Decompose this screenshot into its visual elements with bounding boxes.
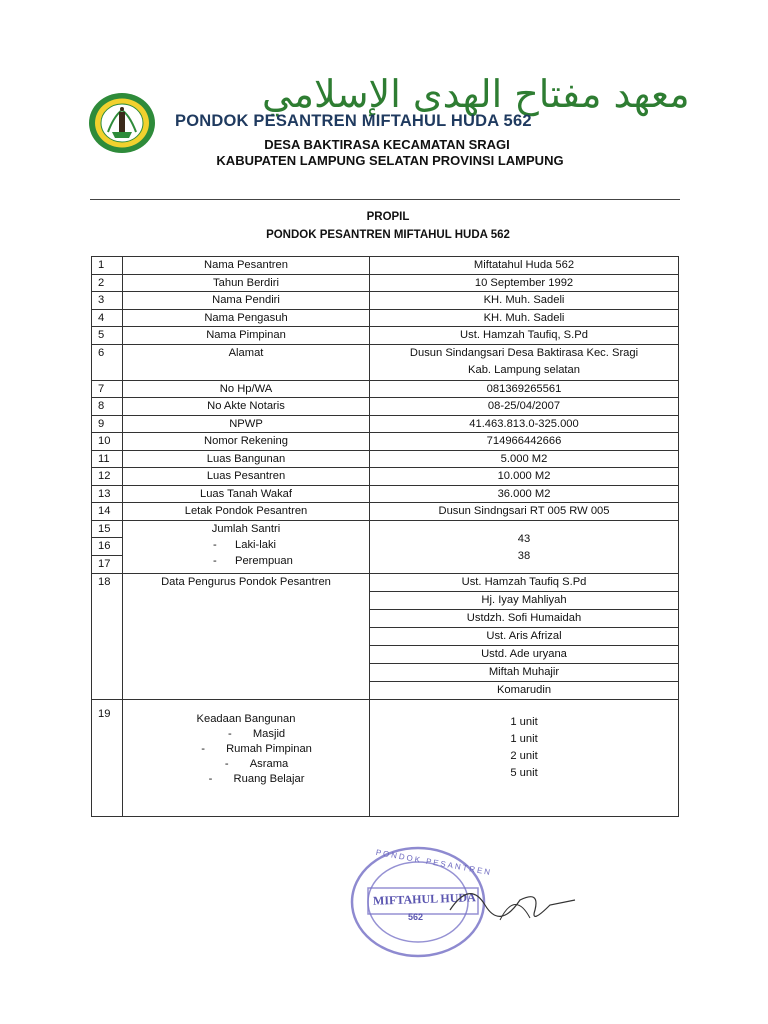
table-row	[92, 380, 679, 398]
bangunan-value: 1 unit	[510, 733, 538, 745]
pengurus-name: Ustd. Ade uryana	[370, 646, 679, 664]
row-number: 18	[92, 574, 123, 700]
header-line2: DESA BAKTIRASA KECAMATAN SRAGI	[264, 137, 510, 152]
bangunan-item: - Masjid	[227, 728, 286, 740]
row-number: 11	[92, 450, 123, 468]
row-value: KH. Muh. Sadeli	[370, 309, 679, 327]
table-row-pengurus	[92, 574, 679, 592]
row-label: No Akte Notaris	[123, 398, 370, 416]
row-label: Data Pengurus Pondok Pesantren	[123, 574, 370, 700]
row-number: 8	[92, 398, 123, 416]
row-number: 1	[92, 257, 123, 275]
row-value	[370, 344, 679, 380]
table-row	[92, 398, 679, 416]
santri-male: - Laki-laki	[213, 538, 277, 551]
row-label: Luas Tanah Wakaf	[123, 485, 370, 503]
row-number: 6	[92, 344, 123, 380]
row-value: 10 September 1992	[370, 274, 679, 292]
santri-label-cell	[123, 520, 370, 574]
table-row-bangunan	[92, 700, 679, 817]
row-number: 10	[92, 433, 123, 451]
stamp-name: MIFTAHUL HUDA	[372, 890, 476, 908]
doc-subtitle: PONDOK PESANTREN MIFTAHUL HUDA 562	[266, 229, 510, 241]
santri-female: - Perempuan	[213, 554, 293, 567]
row-number: 17	[92, 556, 123, 574]
row-label: Nama Pimpinan	[123, 327, 370, 345]
table-row-santri	[92, 520, 679, 538]
pengurus-name: Miftah Muhajir	[370, 664, 679, 682]
bangunan-value: 5 unit	[510, 767, 538, 779]
arabic-title: معهد مفتاح الهدى الإسلامي	[262, 72, 690, 116]
pengurus-name: Ust. Hamzah Taufiq S.Pd	[370, 574, 679, 592]
bangunan-value: 1 unit	[510, 716, 538, 728]
row-number: 3	[92, 292, 123, 310]
bangunan-item: - Asrama	[224, 758, 289, 770]
header-line3: KABUPATEN LAMPUNG SELATAN PROVINSI LAMPUNG	[216, 153, 564, 168]
bangunan-values	[370, 700, 679, 817]
santri-label: Jumlah Santri	[211, 522, 281, 535]
santri-female-count: 38	[517, 549, 531, 562]
doc-title: PROPIL	[366, 211, 410, 223]
header-divider	[90, 199, 680, 200]
row-value: 714966442666	[370, 433, 679, 451]
row-label: Nama Pendiri	[123, 292, 370, 310]
header-title: PONDOK PESANTREN MIFTAHUL HUDA 562	[175, 112, 532, 130]
row-number: 2	[92, 274, 123, 292]
row-label: Alamat	[123, 344, 370, 380]
table-row	[92, 292, 679, 310]
row-label: Nama Pengasuh	[123, 309, 370, 327]
bangunan-label: Keadaan Bangunan	[196, 713, 296, 725]
row-number: 12	[92, 468, 123, 486]
row-number: 15	[92, 520, 123, 538]
stamp-ring-text: PONDOK PESANTREN	[375, 847, 493, 878]
row-number: 14	[92, 503, 123, 521]
row-value: 08-25/04/2007	[370, 398, 679, 416]
row-number: 19	[92, 700, 123, 817]
stamp-number: 562	[408, 912, 424, 922]
pengurus-name: Komarudin	[370, 682, 679, 700]
pengurus-name: Ust. Aris Afrizal	[370, 628, 679, 646]
table-row	[92, 344, 679, 380]
santri-male-count: 43	[517, 532, 531, 545]
santri-values	[370, 520, 679, 574]
row-value: 41.463.813.0-325.000	[370, 415, 679, 433]
bangunan-value: 2 unit	[510, 750, 538, 762]
row-label: Letak Pondok Pesantren	[123, 503, 370, 521]
row-number: 16	[92, 538, 123, 556]
table-row	[92, 450, 679, 468]
table-row	[92, 274, 679, 292]
row-label: Luas Pesantren	[123, 468, 370, 486]
row-label: NPWP	[123, 415, 370, 433]
row-value: Dusun Sindngsari RT 005 RW 005	[370, 503, 679, 521]
row-number: 5	[92, 327, 123, 345]
table-row	[92, 415, 679, 433]
row-number: 13	[92, 485, 123, 503]
address-line2: Kab. Lampung selatan	[468, 364, 580, 376]
row-value: 5.000 M2	[370, 450, 679, 468]
table-row	[92, 468, 679, 486]
row-value: 081369265561	[370, 380, 679, 398]
table-row	[92, 485, 679, 503]
row-label: Nama Pesantren	[123, 257, 370, 275]
table-row	[92, 327, 679, 345]
table-row	[92, 309, 679, 327]
row-label: Tahun Berdiri	[123, 274, 370, 292]
address-line1: Dusun Sindangsari Desa Baktirasa Kec. Sragi	[409, 346, 639, 359]
row-value: Ust. Hamzah Taufiq, S.Pd	[370, 327, 679, 345]
table-row	[92, 433, 679, 451]
bangunan-label-cell	[123, 700, 370, 817]
row-label: No Hp/WA	[123, 380, 370, 398]
row-value: Miftatahul Huda 562	[370, 257, 679, 275]
row-number: 4	[92, 309, 123, 327]
signature	[440, 870, 580, 930]
row-label: Luas Bangunan	[123, 450, 370, 468]
bangunan-item: - Rumah Pimpinan	[201, 743, 312, 755]
table-row	[92, 503, 679, 521]
table-row	[92, 257, 679, 275]
row-value: KH. Muh. Sadeli	[370, 292, 679, 310]
row-number: 7	[92, 380, 123, 398]
row-number: 9	[92, 415, 123, 433]
pengurus-name: Hj. Iyay Mahliyah	[370, 592, 679, 610]
profile-table	[91, 256, 679, 817]
pengurus-name: Ustdzh. Sofi Humaidah	[370, 610, 679, 628]
bangunan-item: - Ruang Belajar	[208, 773, 305, 785]
row-label: Nomor Rekening	[123, 433, 370, 451]
row-value: 36.000 M2	[370, 485, 679, 503]
row-value: 10.000 M2	[370, 468, 679, 486]
